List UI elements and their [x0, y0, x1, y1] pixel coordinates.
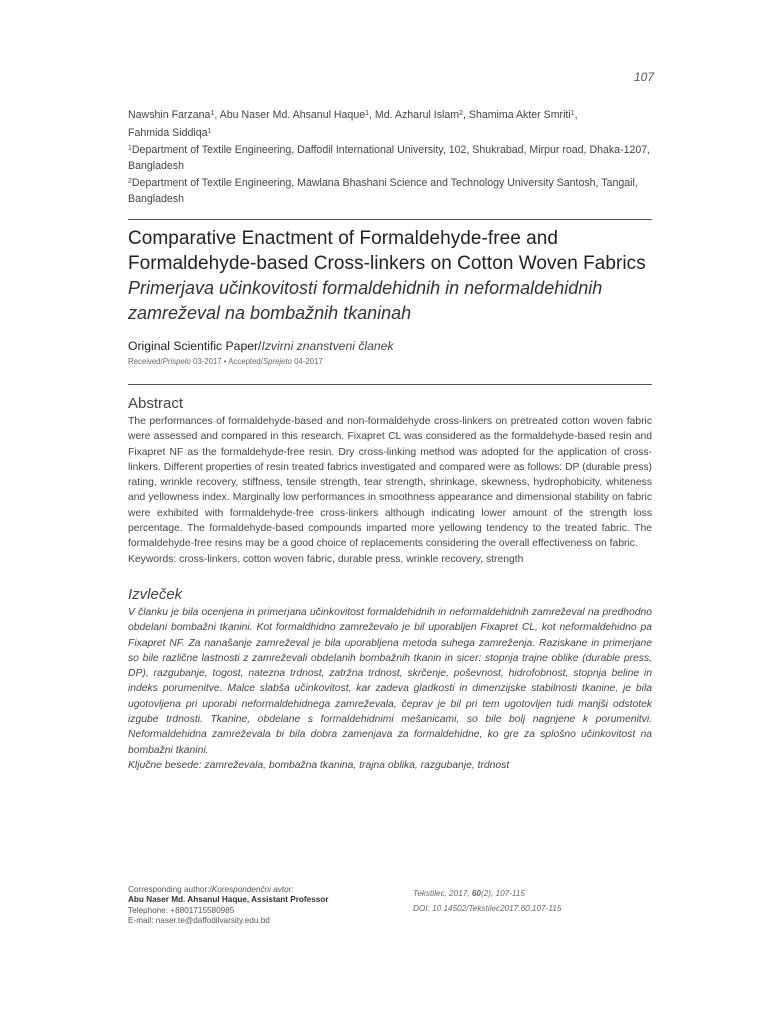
- izvlecek-heading: Izvleček: [128, 585, 183, 603]
- accepted-date: 04-2017: [291, 357, 323, 366]
- author-line-1: [128, 106, 652, 124]
- abstract-heading: Abstract: [128, 395, 184, 412]
- received-date: 03-2017 • Accepted/: [190, 357, 263, 366]
- author-line-2: [128, 124, 652, 142]
- corresponding-label-sl: Korespondenčni avtor:: [211, 885, 294, 894]
- received-dates: [128, 357, 652, 366]
- affiliation-1: [128, 141, 652, 174]
- divider-top: [128, 219, 652, 220]
- received-label: Received/: [128, 357, 163, 366]
- author-name: Nawshin Farzana: [128, 109, 211, 121]
- author-affiliation-marker: 2: [459, 110, 463, 117]
- author-block: [128, 106, 652, 207]
- corresponding-label: [128, 885, 408, 895]
- author-affiliation-marker: 1: [365, 110, 370, 117]
- article-header: [128, 106, 652, 773]
- izvlecek-keywords: Ključne besede: zamreževala, bombažna tkanina, trajna oblika, razgubanje, trdnost: [128, 759, 510, 771]
- corresponding-email[interactable]: E-mail: naser.te@daffodilvarsity.edu.bd: [128, 916, 270, 926]
- author-name: Fahmida Siddiqa: [128, 126, 208, 139]
- prispelo-label: Prispelo: [162, 357, 191, 366]
- author-separator: ,: [574, 109, 578, 121]
- divider-middle: [128, 384, 652, 385]
- corresponding-label-en: Corresponding author:/: [128, 885, 212, 894]
- corresponding-telephone: Telephone: +8801715580985: [128, 905, 235, 915]
- abstract-keywords: Keywords: cross-linkers, cotton woven fabric, durable press, wrinkle recovery, strength: [128, 553, 524, 565]
- author-name: , Shamima Akter Smriti: [463, 109, 571, 121]
- paper-type-en: Original Scientific Paper/: [128, 339, 262, 353]
- affiliation-2: [128, 174, 652, 207]
- journal-citation: [413, 886, 663, 901]
- author-affiliation-marker: 1: [207, 127, 212, 135]
- journal-citation-block: [413, 886, 663, 916]
- sprejeto-label: Sprejeto: [262, 357, 292, 366]
- page-number: 107: [633, 70, 654, 84]
- author-affiliation-marker: 1: [570, 110, 575, 117]
- paper-type: [128, 339, 652, 353]
- journal-issue-pages: (2), 107-115: [480, 889, 525, 898]
- author-name: , Abu Naser Md. Ahsanul Haque: [214, 109, 366, 121]
- corresponding-author-block: [128, 885, 408, 927]
- journal-doi[interactable]: DOI: 10.14502/Tekstilec2017.60.107-115: [413, 904, 562, 913]
- journal-volume: 60: [471, 889, 481, 898]
- paper-type-sl: Izvirni znanstveni članek: [261, 339, 394, 353]
- affiliation-text: Department of Textile Engineering, Mawlana Bhashani Science and Technology University Santosh, Tangail, Bangladesh: [128, 177, 638, 205]
- article-subtitle: Primerjava učinkovitosti formaldehidnih in neformaldehidnih zamreževal na bombažnih tkaninah: [128, 278, 603, 323]
- article-title: Comparative Enactment of Formaldehyde-free and Formaldehyde-based Cross-linkers on Cotton Woven Fabrics: [128, 228, 646, 274]
- journal-name: Tekstilec, 2017,: [413, 889, 472, 898]
- corresponding-author-name: Abu Naser Md. Ahsanul Haque, Assistant Professor: [128, 895, 329, 905]
- abstract-text: The performances of formaldehyde-based and non-formaldehyde cross-linkers on pretreated cotton woven fabric were assessed and compared in this research. Fixapret CL was considered as the formaldehyde-based resin and Fixapret NF as the formaldehyde-free resin. Dry cross-linking method was adopted for the application of cross-linkers. Different properties of resin treated fabrics investigated and compared were as follows: DP (durable press) rating, wrinkle recovery, stiffness, tensile strength, tear strength, shrinkage, skewness, hydrophobicity, whiteness and yellowness index. Marginally low performances in smoothness appearance and dimensional stability on fabric were exhibited with formaldehyde-free cross-linkers although indicating lower amount of the strength loss percentage. The formaldehyde-based compounds imparted more yellowing tendency to the treated fabric. The formaldehyde-free resins may be a good choice of replacements considering the overall effectiveness on fabric.: [128, 416, 652, 550]
- affiliation-text: Department of Textile Engineering, Daffodil International University, 102, Shukrabad, Mirpur road, Dhaka-1207, Bangladesh: [128, 144, 651, 172]
- izvlecek-text: V članku je bila ocenjena in primerjana učinkovitost formaldehidnih in neformaldehidnih zamreževal na predhodno obdelani bombažni tkanini. Kot formaldhidno zamreževalo je bil uporabljen Fixapret CL, kot neformaldehidno pa Fixapret NF. Za nanašanje zamreževal je bila uporabljena metoda suhega zamreženja. Raziskane in primerjane so bile različne lastnosti z zamreževali obdelanih bombažnih tkanin in sicer: stopnja trajne oblike (durable press, DP), razgubanje, togost, natezna trdnost, zatržna trdnost, skrčenje, poševnost, hidrofobnost, stopnja beline in indeks porumenitve. Malce slabša učinkovitost, kar zadeva gladkosti in dimenzijske stabilnosti tkanine, je bila ugotovljena pri uporabi neformaldehidnega zamreževala, čeprav je bil pri tem ugotovljen tudi manjši odstotek izgube trdnosti. Tkanine, obdelane s formaldehidnimi mešanicami, so bile bolj nagnjene k porumenitvi. Neformaldehidna zamreževala bi bila dobra zamenjava za formaldehidne, ko gre za splošno učinkovitost na bombažni tkanini.: [128, 606, 652, 756]
- author-affiliation-marker: 1: [210, 110, 215, 117]
- affiliation-marker: 2: [128, 178, 132, 185]
- affiliation-marker: 1: [128, 145, 132, 152]
- author-name: , Md. Azharul Islam: [369, 109, 460, 121]
